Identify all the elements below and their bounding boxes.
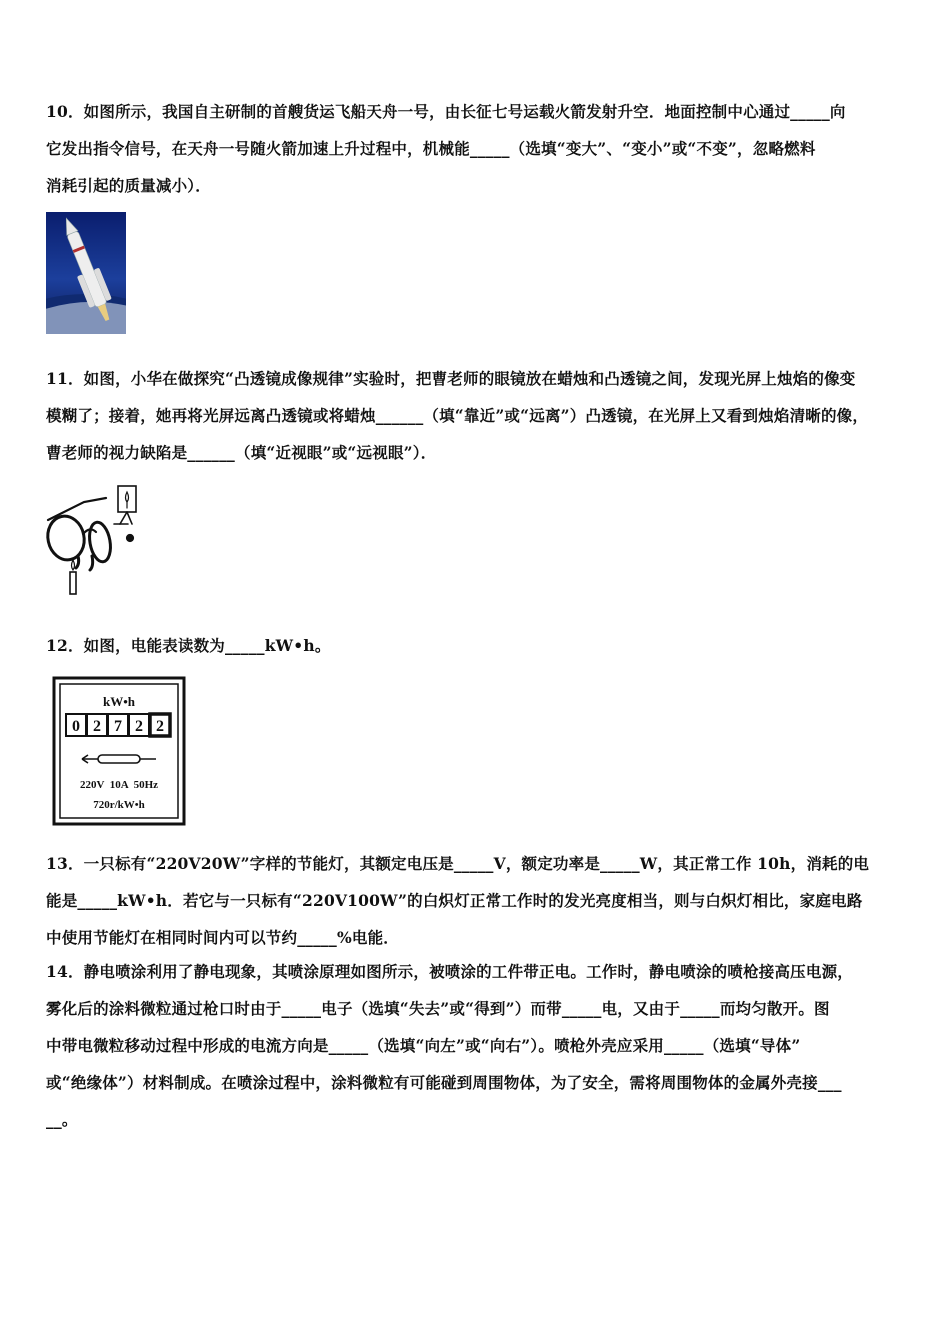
meter-digit: 2: [93, 718, 101, 735]
meter-digit-tenths: 2: [156, 718, 164, 735]
meter-digit: 0: [72, 718, 80, 735]
q11-line-1: 11．如图，小华在做探究“凸透镜成像规律”实验时，把曹老师的眼镜放在蜡烛和凸透镜之间，发现光屏上烛焰的像变: [46, 369, 856, 388]
q13-line-2: 能是_____kW•h．若它与一只标有“220V100W”的白炽灯正常工作时的发光亮度相当，则与白炽灯相比，家庭电路: [46, 891, 863, 910]
question-11: [46, 360, 908, 471]
rocket-launch-image: [46, 212, 126, 334]
electricity-meter-diagram: [52, 676, 186, 826]
q13-line-3: 中使用节能灯在相同时间内可以节约_____%电能．: [46, 928, 399, 947]
q10-line-3: 消耗引起的质量减小）．: [46, 176, 211, 195]
meter-digit: 7: [114, 718, 122, 735]
meter-digit: 2: [135, 718, 143, 735]
meter-digit-row: [66, 714, 170, 736]
meter-specs: 220V 10A 50Hz: [79, 779, 159, 791]
q14-line-3: 中带电微粒移动过程中形成的电流方向是_____（选填“向左”或“向右”）。喷枪外壳应采用_____（选填“导体”: [46, 1036, 801, 1055]
q14-line-2: 雾化后的涂料微粒通过枪口时由于_____电子（选填“失去”或“得到”）而带_____电，又由于_____而均匀散开。图: [46, 999, 830, 1018]
q14-line-1: 14．静电喷涂利用了静电现象，其喷涂原理如图所示，被喷涂的工件带正电。工作时，静电喷涂的喷枪接高压电源，: [46, 962, 853, 981]
q14-line-4: 或“绝缘体”）材料制成。在喷涂过程中，涂料微粒有可能碰到周围物体，为了安全，需将周围物体的金属外壳接___: [46, 1073, 842, 1092]
question-10: [46, 93, 908, 204]
q13-line-1: 13．一只标有“220V20W”字样的节能灯，其额定电压是_____V，额定功率是_____W，其正常工作 10h，消耗的电: [46, 854, 870, 873]
q11-line-3: 曹老师的视力缺陷是______（填“近视眼”或“远视眼”）．: [46, 443, 437, 462]
question-12: [46, 627, 908, 664]
q12-line-1: 12．如图，电能表读数为_____kW•h。: [46, 636, 331, 655]
meter-rate: 720r/kW•h: [93, 799, 145, 811]
q10-line-1: 10．如图所示，我国自主研制的首艘货运飞船天舟一号，由长征七号运载火箭发射升空．地面控制中心通过_____向: [46, 102, 846, 121]
q11-line-2: 模糊了；接着，她再将光屏远离凸透镜或将蜡烛______（填“靠近”或“远离”）凸透镜，在光屏上又看到烛焰清晰的像，: [46, 406, 869, 425]
glasses-candle-diagram: [40, 480, 144, 598]
q14-line-5: __。: [46, 1110, 78, 1129]
question-14: [46, 953, 908, 1138]
question-13: [46, 845, 908, 956]
meter-unit: kW•h: [102, 694, 136, 709]
q10-line-2: 它发出指令信号，在天舟一号随火箭加速上升过程中，机械能_____（选填“变大”、“变小”或“不变”，忽略燃料: [46, 139, 816, 158]
